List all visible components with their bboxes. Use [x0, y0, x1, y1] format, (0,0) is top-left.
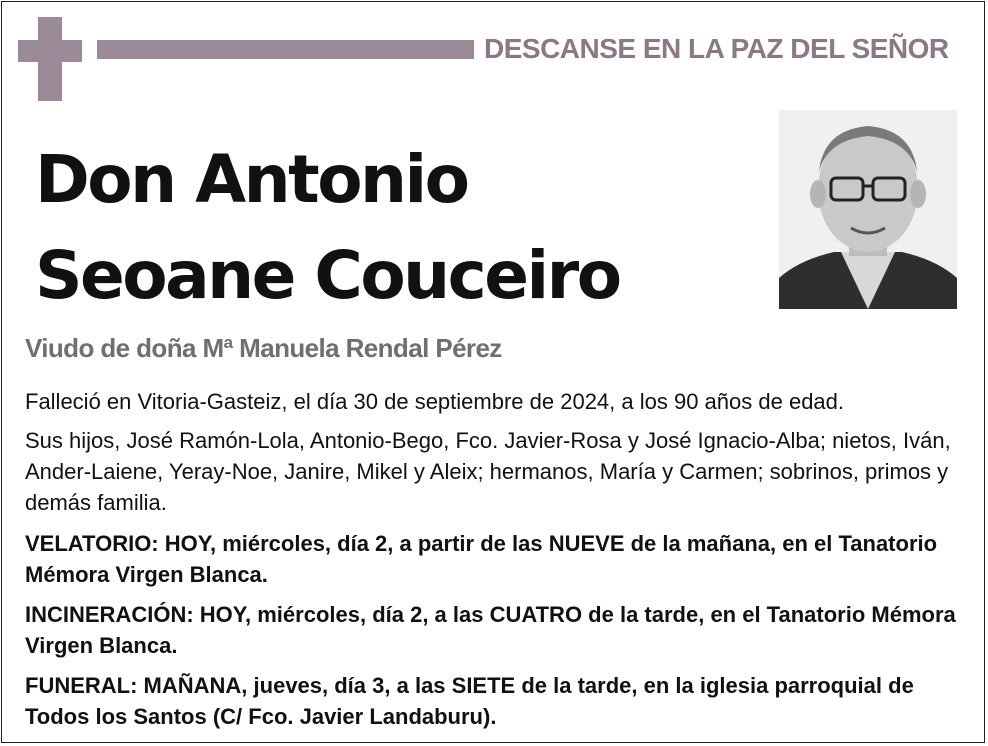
header-motto: DESCANSE EN LA PAZ DEL SEÑOR	[484, 33, 949, 64]
portrait-icon	[779, 110, 957, 309]
name-line-1: Don Antonio	[35, 141, 468, 218]
family-list: Sus hijos, José Ramón-Lola, Antonio-Bego, Fco. Javier-Rosa y José Ignacio-Alba; nietos, Iván, Ander-Laiene, Yeray-Noe, Janire, Mikel y Aleix; hermanos, María y Carmen; sobrinos, primos y demás familia.	[25, 428, 951, 515]
funeral-info: FUNERAL: MAÑANA, jueves, día 3, a las SIETE de la tarde, en la iglesia parroquial de Todos los Santos (C/ Fco. Javier Landaburu).	[25, 673, 914, 729]
name-line-2: Seoane Couceiro	[35, 237, 620, 314]
portrait-photo	[779, 110, 957, 309]
header-band	[97, 40, 474, 59]
wake-info: VELATORIO: HOY, miércoles, día 2, a partir de las NUEVE de la mañana, en el Tanatorio Mémora Virgen Blanca.	[25, 531, 938, 587]
cremation-info: INCINERACIÓN: HOY, miércoles, día 2, a las CUATRO de la tarde, en el Tanatorio Mémora Virgen Blanca.	[25, 602, 956, 658]
deceased-name	[35, 132, 755, 324]
death-notice: Falleció en Vitoria-Gasteiz, el día 30 de septiembre de 2024, a los 90 años de edad.	[25, 389, 845, 414]
widow-of-line: Viudo de doña Mª Manuela Rendal Pérez	[25, 333, 502, 363]
cross-horizontal-bar	[18, 40, 82, 62]
